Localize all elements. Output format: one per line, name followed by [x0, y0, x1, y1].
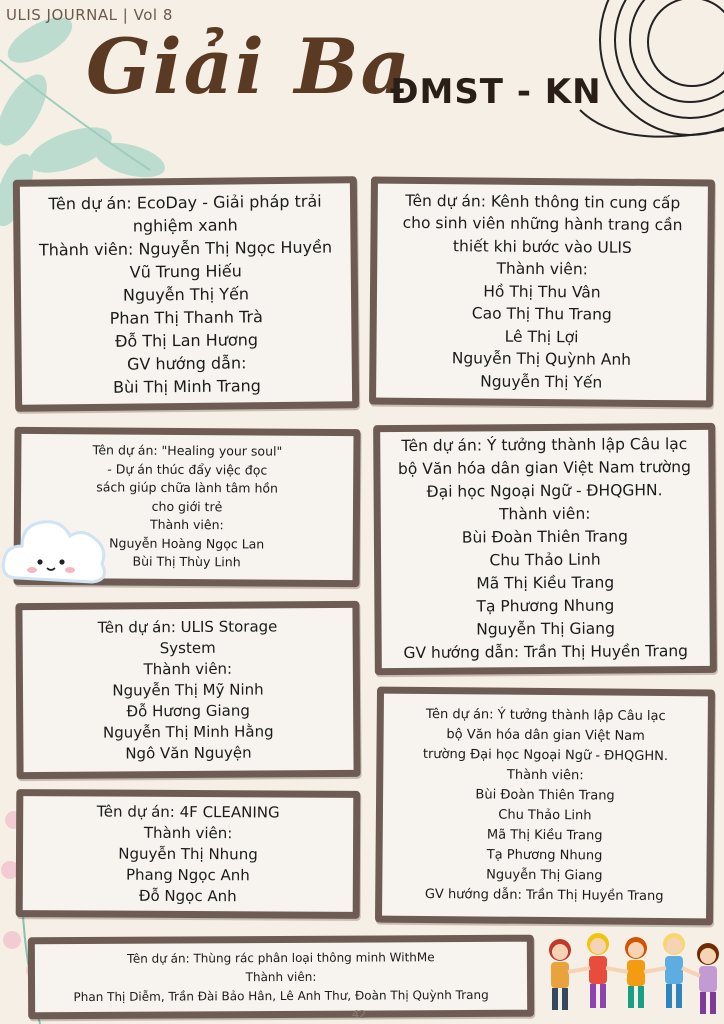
card-line: Tên dự án: Thùng rác phân loại thông minh WithMe — [127, 949, 435, 966]
card-line: Nguyễn Hoàng Ngọc Lan — [109, 535, 265, 552]
card-line: Tạ Phương Nhung — [476, 596, 615, 616]
page-number: 42 — [352, 1008, 366, 1021]
page-subtitle: ĐMST - KN — [390, 72, 602, 112]
page-title: Giải Ba — [86, 22, 412, 111]
card-line: Mã Thị Kiều Trang — [476, 573, 615, 593]
cloud-mascot-icon — [0, 508, 110, 594]
card-line: Cao Thị Thu Trang — [471, 304, 612, 324]
card-line: Thành viên: — [143, 659, 233, 678]
kids-illustration — [540, 928, 724, 1024]
card-line: Đại học Ngoại Ngữ - ĐHQGHN. — [426, 481, 663, 501]
card-line: Lê Thị Lợi — [504, 327, 579, 347]
card-line: nghiệm xanh — [132, 214, 238, 236]
card-line: GV hướng dẫn: Trần Thị Huyền Trang — [403, 642, 689, 662]
project-card-folk-culture-club-2 — [375, 687, 715, 926]
journal-label: ULIS JOURNAL | Vol 8 — [6, 6, 173, 24]
card-line: Tên dự án: Ý tưởng thành lập Câu lạc — [425, 706, 666, 725]
card-line: Nguyễn Thị Yến — [480, 372, 603, 392]
card-line: Ngô Văn Nguyện — [125, 743, 252, 762]
card-line: System — [159, 638, 216, 657]
card-line: bộ Văn hóa dân gian Việt Nam trường — [397, 457, 691, 479]
card-line: Tạ Phương Nhung — [486, 847, 603, 864]
card-line: Nguyễn Thị Quỳnh Anh — [451, 349, 632, 370]
card-line: Thành viên: — [496, 259, 588, 279]
card-line: Chu Thảo Linh — [498, 807, 592, 824]
card-line: GV hướng dẫn: — [126, 352, 247, 374]
card-line: Tên dự án: ULIS Storage — [97, 616, 278, 637]
project-card-4f-cleaning — [16, 789, 361, 919]
card-line: Bùi Đoàn Thiên Trang — [475, 787, 615, 804]
card-line: Hồ Thị Thu Vân — [483, 282, 601, 302]
project-card-ulis-storage — [15, 601, 360, 779]
project-card-folk-culture-club — [373, 423, 717, 675]
card-line: thiết khi bước vào ULIS — [452, 236, 632, 257]
card-line: Chu Thảo Linh — [489, 550, 601, 570]
card-line: Nguyễn Thị Nhung — [118, 844, 258, 863]
card-line: Nguyễn Thị Giang — [476, 619, 615, 639]
card-line: Thành viên: — [149, 516, 224, 533]
project-card-withme — [28, 935, 534, 1020]
card-line: Nguyễn Thị Yến — [122, 283, 250, 305]
card-line: Tên dự án: Ý tưởng thành lập Câu lạc — [401, 435, 688, 456]
card-line: Bùi Đoàn Thiên Trang — [461, 527, 628, 547]
card-line: Mã Thị Kiều Trang — [486, 827, 603, 844]
project-card-ecoday — [13, 176, 359, 412]
card-line: trường Đại học Ngoại Ngữ - ĐHQGHN. — [422, 746, 669, 765]
card-line: Đỗ Thị Lan Hương — [114, 329, 259, 351]
card-line: Tên dự án: "Healing your soul" — [92, 442, 283, 459]
card-line: sách giúp chữa lành tâm hồn — [96, 479, 279, 496]
card-line: cho sinh viên những hành trang cần — [402, 214, 683, 235]
card-line: Tên dự án: Kênh thông tin cung cấp — [405, 191, 681, 212]
card-line: Thành viên: — [498, 504, 591, 524]
card-line: Phan Thị Thanh Trà — [109, 306, 263, 328]
card-line: Thành viên: — [143, 823, 233, 842]
card-line: Tên dự án: EcoDay - Giải pháp trải — [48, 191, 322, 213]
card-line: Phan Thị Diễm, Trần Đài Bảo Hân, Lê Anh Thư, Đoàn Thị Quỳnh Trang — [73, 987, 489, 1004]
card-line: Tên dự án: 4F CLEANING — [96, 802, 280, 821]
card-line: Thành viên: Nguyễn Thị Ngọc Huyền — [38, 236, 333, 260]
card-line: bộ Văn hóa dân gian Việt Nam — [446, 727, 645, 744]
card-line: Đỗ Ngọc Anh — [138, 886, 237, 905]
card-line: Nguyễn Thị Minh Hằng — [102, 721, 274, 742]
card-line: Đỗ Hương Giang — [126, 701, 250, 720]
card-line: cho giới trẻ — [151, 498, 223, 514]
card-line: Thành viên: — [506, 767, 584, 784]
project-card-info-channel — [369, 177, 715, 408]
card-line: Bùi Thị Minh Trang — [112, 375, 261, 397]
card-line: Bùi Thị Thùy Linh — [132, 553, 241, 570]
card-line: Nguyễn Thị Mỹ Ninh — [112, 679, 264, 700]
card-line: Vũ Trung Hiếu — [129, 260, 242, 282]
card-line: Nguyễn Thị Giang — [486, 867, 603, 884]
card-line: GV hướng dẫn: Trần Thị Huyền Trang — [424, 886, 664, 905]
card-line: Thành viên: — [245, 969, 317, 984]
card-line: Phang Ngọc Anh — [125, 865, 250, 884]
card-line: - Dự án thúc đẩy việc đọc — [107, 461, 268, 478]
